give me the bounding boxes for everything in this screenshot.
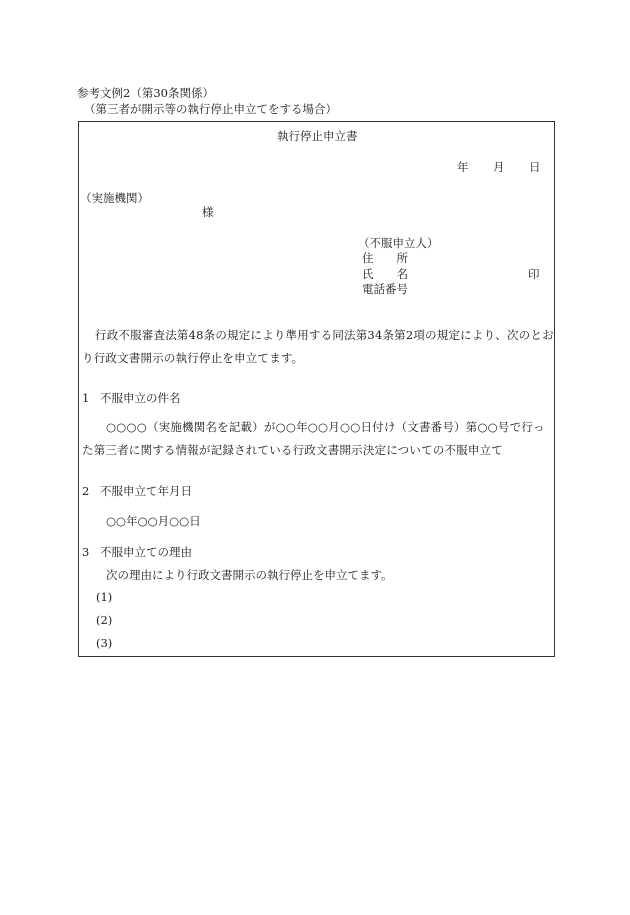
seal-mark: 印 [528,267,540,281]
section-3-number: 3 [82,545,90,559]
intro-line-1: 行政不服審査法第48条の規定により準用する同法第34条第2項の規定により、次のとお [95,328,554,342]
section-1-title: 不服申立の件名 [100,391,181,405]
section-1-number: 1 [82,391,90,405]
reference-example-label: 参考文例2（第30条関係） [77,86,214,100]
honorific: 様 [202,205,214,219]
agency-label: （実施機関） [80,191,149,205]
date-month: 月 [493,160,505,174]
address-label: 住 所 [362,251,408,265]
date-year: 年 [457,160,469,174]
document-subtitle: （第三者が開示等の執行停止申立てをする場合） [84,102,337,116]
section-3-title: 不服申立ての理由 [100,545,192,559]
reason-item-1: (1) [96,590,113,604]
section-2-number: 2 [82,484,90,498]
reason-item-2: (2) [96,613,113,627]
phone-label: 電話番号 [362,282,408,296]
form-title: 執行停止申立書 [277,129,358,143]
section-1-body-line-2: た第三者に関する情報が記録されている行政文書開示決定についての不服申立て [82,443,503,457]
reason-item-3: (3) [96,636,113,650]
section-2-body: ○○年○○月○○日 [106,514,201,528]
section-2-title: 不服申立て年月日 [100,484,192,498]
section-3-body: 次の理由により行政文書開示の執行停止を申立てます。 [106,568,393,582]
name-label: 氏 名 [362,267,408,281]
date-day: 日 [529,160,541,174]
intro-line-2: り行政文書開示の執行停止を申立てます。 [82,351,304,365]
section-1-body-line-1: ○○○○（実施機関名を記載）が○○年○○月○○日付け（文書番号）第○○号で行っ [106,420,545,434]
applicant-heading: （不服申立人） [358,236,439,250]
